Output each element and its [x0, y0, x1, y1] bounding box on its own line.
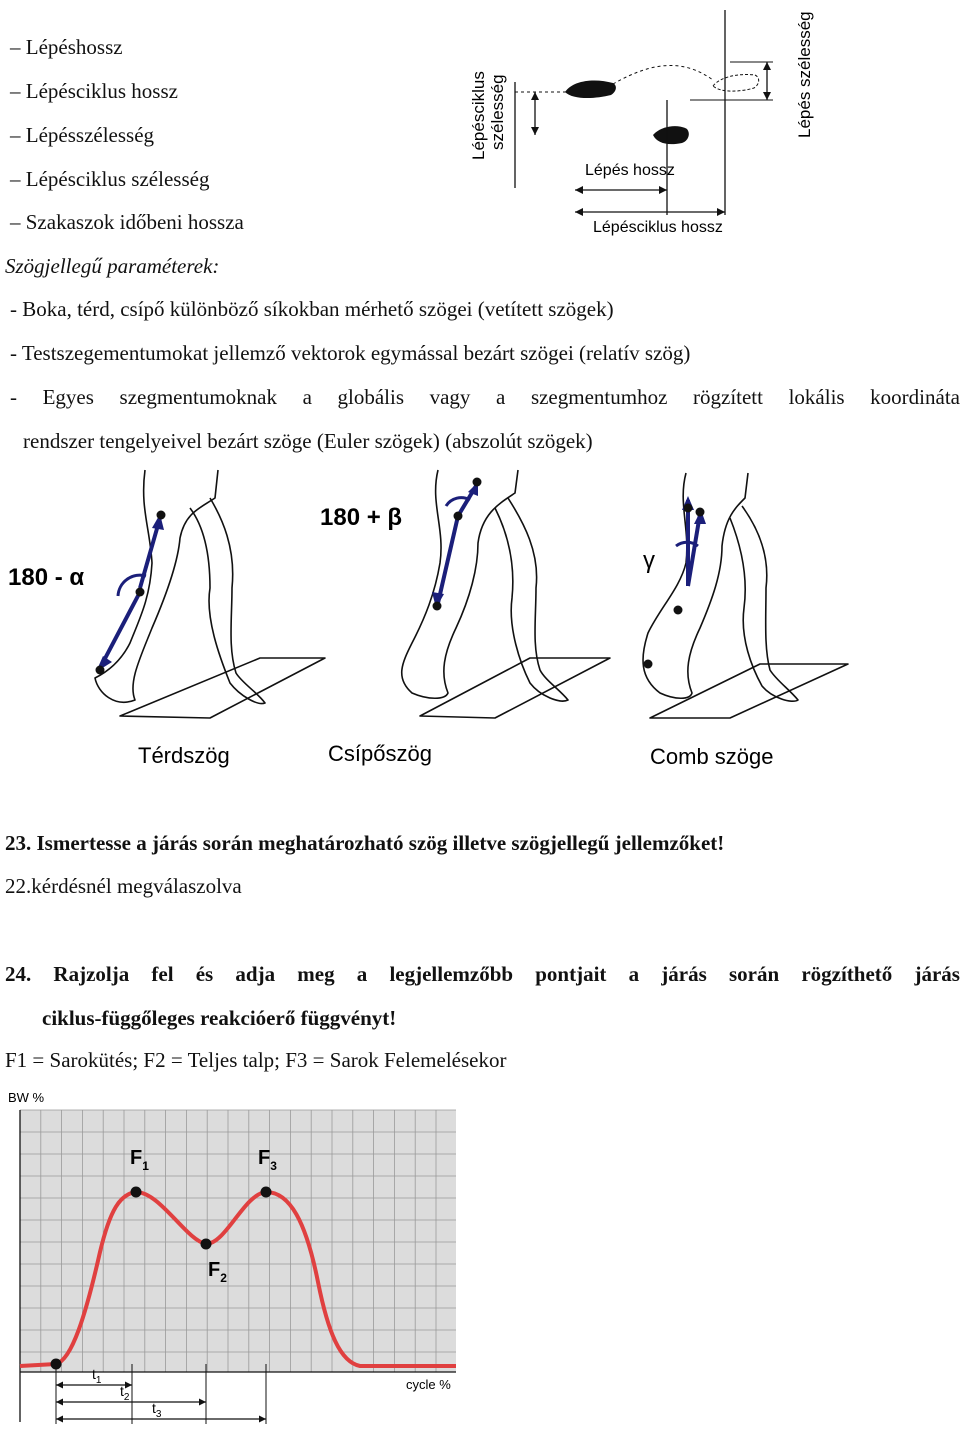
question-23-answer: 22.kérdésnél megválaszolva — [5, 874, 242, 898]
bracket-arrow — [56, 1416, 63, 1423]
time-label: $t_1$ — [92, 1366, 102, 1386]
word: rögzíthető — [801, 962, 893, 986]
step-width-label: Lépés szélesség — [795, 11, 814, 138]
word: szegmentumoknak — [119, 385, 277, 409]
word: meg — [297, 962, 335, 986]
chart-grid-background — [20, 1110, 456, 1372]
bracket-arrow — [56, 1382, 63, 1389]
question-24-title-continued: ciklus-függőleges reakcióerő függvényt! — [42, 1006, 397, 1030]
list-item: – Lépésszélesség — [10, 123, 155, 147]
euler-line-continued: rendszer tengelyeivel bezárt szöge (Euler szögek) (abszolút szögek) — [23, 429, 593, 453]
word: koordináta — [870, 385, 960, 409]
word: járás — [914, 962, 960, 986]
leg-angle-figure — [0, 468, 960, 773]
hip-caption: Csípőszög — [328, 741, 432, 766]
time-label: $t_2$ — [120, 1383, 130, 1403]
word: 24. — [5, 962, 32, 986]
force-legend: F1 = Sarokütés; F2 = Teljes talp; F3 = Sarok Felemelésekor — [5, 1048, 507, 1072]
step-length-label: Lépés hossz — [585, 162, 675, 179]
word: Egyes — [42, 385, 94, 409]
y-axis-label: BW % — [8, 1090, 45, 1105]
word: és — [195, 962, 214, 986]
footprint-icon — [653, 126, 689, 144]
x-axis-label: cycle % — [406, 1377, 451, 1392]
word: globális — [337, 385, 404, 409]
angular-item: - Boka, térd, csípő különböző síkokban mérhető szögei (vetített szögek) — [10, 297, 614, 321]
key-point-label: $F_1$ — [130, 1147, 149, 1173]
list-item: – Lépésciklus hossz — [10, 79, 178, 103]
question-24-title — [5, 964, 960, 985]
word: Rajzolja — [53, 962, 130, 986]
word: - — [10, 385, 17, 409]
hip-angle-label: 180 + β — [320, 504, 403, 531]
word: szegmentumhoz — [530, 385, 668, 409]
key-point-dot — [131, 1187, 142, 1198]
bracket-arrow — [56, 1399, 63, 1406]
knee-caption: Térdszög — [138, 743, 230, 768]
word: lokális — [788, 385, 845, 409]
bracket-arrow — [259, 1416, 266, 1423]
list-item: – Lépéshossz — [10, 35, 123, 59]
cycle-width-label: szélesség — [488, 74, 507, 150]
key-point-label: $F_2$ — [208, 1259, 227, 1285]
footprint-icon — [565, 80, 616, 98]
word: a — [302, 385, 312, 409]
key-point-dot — [201, 1239, 212, 1250]
cycle-length-label: Lépésciklus hossz — [593, 219, 723, 236]
word: fel — [151, 962, 174, 986]
force-chart — [0, 1082, 470, 1434]
word: során — [728, 962, 780, 986]
word: rögzített — [693, 385, 763, 409]
question-23-title: 23. Ismertesse a járás során meghatározható szög illetve szögjellegű jellemzőket! — [5, 831, 725, 855]
key-point-label: $F_3$ — [258, 1147, 277, 1173]
word: járás — [661, 962, 707, 986]
angular-item: - Testszegementumokat jellemző vektorok egymással bezárt szögei (relatív szög) — [10, 341, 691, 365]
key-point-dot — [261, 1187, 272, 1198]
word: legjellemzőbb — [389, 962, 514, 986]
list-item: – Lépésciklus szélesség — [10, 167, 210, 191]
angular-heading: Szögjellegű paraméterek: — [5, 254, 220, 278]
word: a — [356, 962, 368, 986]
floor-plate — [420, 658, 610, 718]
footprint-diagram — [455, 0, 825, 245]
bracket-arrow — [125, 1382, 132, 1389]
time-brackets — [56, 1364, 266, 1424]
floor-plate — [120, 658, 325, 718]
cycle-width-label: Lépésciklus — [469, 71, 488, 160]
time-label: $t_3$ — [152, 1400, 162, 1420]
list-item: – Szakaszok időbeni hossza — [10, 210, 244, 234]
euler-line — [10, 387, 960, 408]
thigh-angle-label: γ — [643, 547, 655, 574]
word: vagy — [429, 385, 471, 409]
word: pontjait — [535, 962, 607, 986]
word: a — [628, 962, 640, 986]
bracket-arrow — [199, 1399, 206, 1406]
knee-angle-label: 180 - α — [8, 564, 85, 591]
footprint-outline-icon — [713, 74, 759, 91]
word: adja — [235, 962, 276, 986]
word: a — [496, 385, 506, 409]
floor-plate — [650, 664, 848, 718]
thigh-caption: Comb szöge — [650, 744, 774, 769]
